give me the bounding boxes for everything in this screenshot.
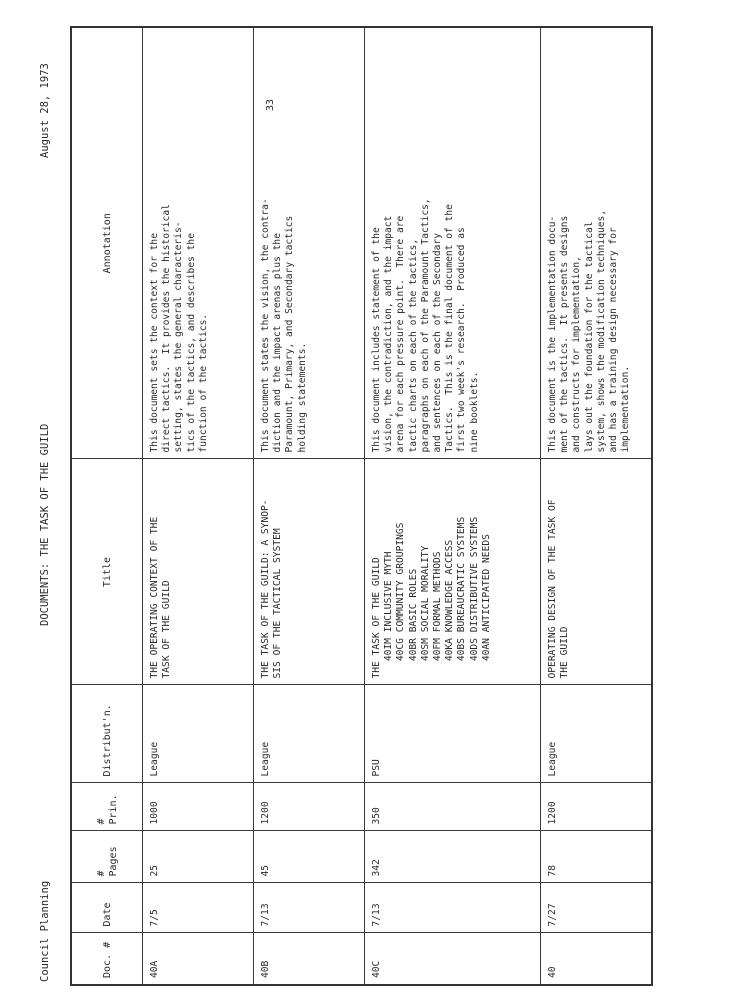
cell-distribution: League [254,685,365,783]
title-line: 40CG COMMUNITY GROUPINGS [395,522,407,679]
header-right: August 28, 1973 [39,63,51,158]
title-line: TASK OF THE GUILD [161,580,173,679]
col-title-header: Title [71,459,143,685]
cell-prin: 1200 [254,783,365,831]
annotation-line: first two week's research. Produced as [456,227,468,453]
annotation-line: implementation. [620,365,632,453]
page-header [25,26,65,986]
col-date-header: Date [71,883,143,933]
cell-annotation [365,27,541,459]
annotation-line: This document states the vision, the contra- [260,198,271,453]
annotation-line: lays out the foundation for the tactical [583,221,595,453]
annotation-line: and has a training design necessary for [608,227,620,453]
title-line: 40KA KNOWLEDGE ACCESS [444,539,456,679]
col-annotation-header: Annotation [71,27,143,459]
cell-pages: 45 [254,831,365,883]
title-line: 40AN ANTICIPATED NEEDS [480,534,492,679]
annotation-line: nine booklets. [468,371,480,453]
annotation-line: This document is the implementation docu- [547,215,558,453]
title-line: THE TASK OF THE GUILD [371,557,382,679]
annotation-line: system, shows the modification techniques, [595,209,607,453]
annotation-line: arena for each pressure point. There are [395,215,407,453]
title-line: SIS OF THE TACTICAL SYSTEM [272,528,284,679]
cell-prin: 1000 [143,783,254,831]
title-line: OPERATING DESIGN OF THE TASK OF [547,499,558,679]
col-pages-header: # Pages [71,831,143,883]
annotation-line: and constructs for implementation, [571,256,583,453]
title-line: THE TASK OF THE GUILD: A SYNOP- [260,499,271,679]
cell-prin: 350 [365,783,541,831]
table-row [541,27,653,985]
title-line: 40SM SOCIAL MORALITY [419,545,431,679]
page-number: 33 [265,98,276,111]
cell-title [254,459,365,685]
col-doc-header: Doc. # [71,933,143,985]
annotation-line: paragraphs on each of the Paramount Tactics, [419,198,431,453]
header-center: DOCUMENTS: THE TASK OF THE GUILD [39,423,51,626]
annotation-line: diction and the impact arenas plus the [272,233,284,453]
annotation-line: tics of the tactics, and describes the [185,233,197,453]
cell-title [541,459,653,685]
annotation-line: This document includes statement of the [371,227,382,453]
title-line: THE GUILD [559,626,571,679]
annotation-line: tactic charts on each of the tactics, [407,238,419,453]
cell-pages: 342 [365,831,541,883]
cell-date: 7/13 [365,883,541,933]
table-row [143,27,254,985]
cell-distribution: League [143,685,254,783]
annotation-line: holding statements. [296,342,308,453]
title-line: 40DS DISTRIBUTIVE SYSTEMS [468,516,480,679]
cell-title [365,459,541,685]
document-sheet [25,26,720,986]
cell-distribution: League [541,685,653,783]
annotation-line: and sentences on each of the Secondary [432,233,444,453]
annotation-line: vision, the contradiction, and the impact [383,215,395,453]
cell-doc-number: 40C [365,933,541,985]
title-line: 40BR BASIC ROLES [407,568,419,679]
cell-pages: 78 [541,831,653,883]
cell-pages: 25 [143,831,254,883]
table-row [365,27,541,985]
title-line: 40BS BUREAUCRATIC SYSTEMS [456,516,468,679]
annotation-line: Paramount, Primary, and Secondary tactics [284,215,296,453]
table-header-row [71,27,143,985]
cell-annotation [143,27,254,459]
col-prin-header: # Prin. [71,783,143,831]
title-line: 40IM INCLUSIVE MYTH [383,551,395,679]
rotated-page [25,26,720,986]
cell-annotation [254,27,365,459]
annotation-line: direct tactics. It provides the historical [161,204,173,453]
table-row [254,27,365,985]
cell-doc-number: 40B [254,933,365,985]
annotation-line: ment of the tactics. It presents designs [559,215,571,453]
annotation-line: setting, states the general characteris- [173,221,185,453]
cell-doc-number: 40 [541,933,653,985]
annotation-line: Tactics. This is the final document of the [444,204,456,453]
title-line: THE OPERATING CONTEXT OF THE [149,516,160,679]
cell-date: 7/27 [541,883,653,933]
title-line: 40FM FORMAL METHODS [432,551,444,679]
documents-table [70,26,653,986]
cell-date: 7/13 [254,883,365,933]
cell-prin: 1200 [541,783,653,831]
cell-doc-number: 40A [143,933,254,985]
annotation-line: This document sets the context for the [149,233,160,453]
cell-annotation [541,27,653,459]
header-left: Council Planning [39,880,51,982]
col-distribution-header: Distribut'n. [71,685,143,783]
cell-distribution: PSU [365,685,541,783]
cell-date: 7/5 [143,883,254,933]
cell-title [143,459,254,685]
annotation-line: function of the tactics. [197,313,209,453]
